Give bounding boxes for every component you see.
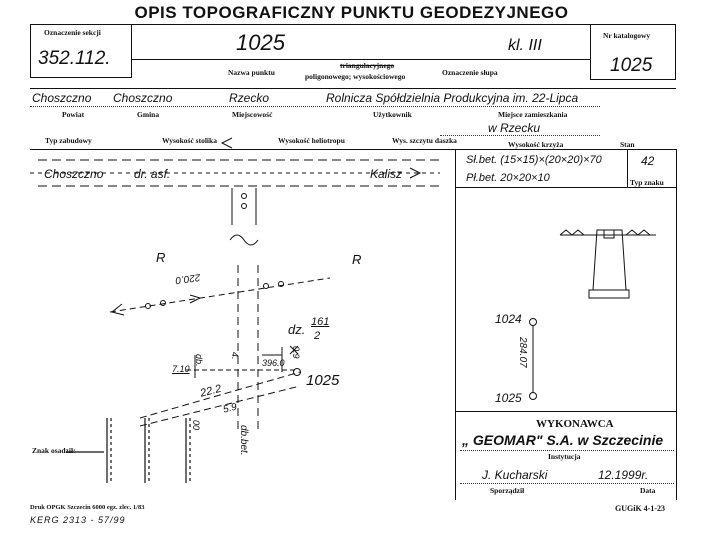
- fence-marks: [66, 418, 190, 483]
- wys-stolika-label: Wysokość stolika: [162, 136, 217, 145]
- executor-person: J. Kucharski: [482, 468, 548, 482]
- neighbor-top-label: 1024: [495, 312, 522, 326]
- residence-label: Miejsce zamieszkania: [498, 110, 568, 119]
- catalog-value: 1025: [610, 55, 653, 76]
- sl-bet-value: Sł.bet. (15×15)×(20×20)×70: [466, 154, 602, 166]
- wys-krzyza-label: Wysokość krzyża: [508, 140, 564, 149]
- powiat-label: Powiat: [62, 110, 85, 119]
- road-left-label: Choszczno: [44, 167, 104, 181]
- dz-numerator: 161: [311, 316, 330, 328]
- wys-heliotropu-label: Wysokość heliotropu: [278, 136, 345, 145]
- dz-prefix: dz.: [288, 322, 306, 337]
- uzytkownik-label: Użytkownik: [373, 110, 412, 119]
- section-label: Oznaczenie sekcji: [44, 28, 101, 37]
- measure-59: 5.9: [222, 401, 239, 416]
- page-title: OPIS TOPOGRAFICZNY PUNKTU GEODEZYJNEGO: [134, 3, 569, 22]
- executor-person-rule: [460, 483, 674, 484]
- stan-label: Stan: [620, 140, 635, 149]
- type-line1: triangulacyjnego: [340, 61, 395, 70]
- miejscowosc-value: Rzecko: [229, 91, 270, 105]
- executor-heading: WYKONAWCA: [536, 418, 614, 430]
- measure-00: 00: [191, 420, 201, 431]
- measure-710: 7.10: [172, 364, 190, 374]
- executor-company: „ GEOMAR" S.A. w Szczecinie: [462, 432, 664, 448]
- executor-date: 12.1999r.: [598, 468, 649, 482]
- measure-09: 0.9: [291, 346, 301, 359]
- powiat-value: Choszczno: [32, 91, 92, 105]
- typ-zabudowy-label: Typ zabudowy: [45, 136, 92, 145]
- r-left-label: R: [156, 250, 166, 265]
- measure-db: db.: [194, 354, 204, 367]
- marker-cross-section: [560, 230, 656, 298]
- date-label: Data: [640, 486, 656, 495]
- type-line2: poligonowego; wysokościowego: [305, 72, 406, 81]
- pillar-label: Oznaczenie słupa: [442, 68, 498, 77]
- footer-gugik-code: GUGiK 4-1-23: [615, 504, 665, 513]
- gmina-value: Choszczno: [113, 91, 173, 105]
- fence-label: Znak osadził:: [32, 446, 76, 455]
- miejscowosc-label: Miejscowość: [232, 110, 273, 119]
- class-value: kl. III: [508, 37, 542, 54]
- measure-222: 22.2: [199, 382, 223, 400]
- neighbor-line: [530, 319, 537, 400]
- road-mid-label: dr. asf.: [134, 167, 171, 181]
- measure-dbet: db.bet.: [238, 425, 249, 456]
- point-1025-label: 1025: [306, 372, 340, 389]
- measure-396: 396.0: [262, 358, 285, 368]
- section-value: 352.112.: [38, 48, 111, 69]
- person-label: Sporządził: [490, 486, 525, 495]
- distance-220-label: 220.0: [174, 271, 201, 286]
- road-right-label: Kalisz: [370, 167, 403, 181]
- measure-4: 4.: [230, 352, 240, 360]
- institution-label: Instytucja: [548, 452, 581, 461]
- neighbor-bottom-label: 1025: [495, 391, 522, 405]
- wys-szczytu-label: Wys. szczytu daszka: [392, 136, 457, 145]
- uzytkownik-value: Rolnicza Spółdzielnia Produkcyjna im. 22-Lipca: [326, 91, 579, 105]
- type-label: Typ znaku: [630, 178, 664, 187]
- pl-bet-value: Pł.bet. 20×20×10: [466, 172, 550, 184]
- neighbor-distance: 284.07: [517, 337, 528, 368]
- culvert: [230, 188, 258, 245]
- gmina-label: Gmina: [137, 110, 160, 119]
- executor-company-rule: [460, 450, 674, 451]
- catalog-label: Nr katalogowy: [603, 31, 651, 40]
- r-right-label: R: [352, 252, 362, 267]
- point-name-label: Nazwa punktu: [228, 68, 275, 77]
- dz-denominator: 2: [314, 330, 321, 342]
- footer-kerg-code: KERG 2313 - 57/99: [30, 515, 126, 525]
- footer-print-info: Druk OPGK Szczecin 6000 egz. zlec. 1/83: [30, 504, 145, 511]
- residence-value: w Rzecku: [488, 121, 541, 135]
- point-name-value: 1025: [236, 30, 285, 55]
- type-value: 42: [641, 154, 655, 168]
